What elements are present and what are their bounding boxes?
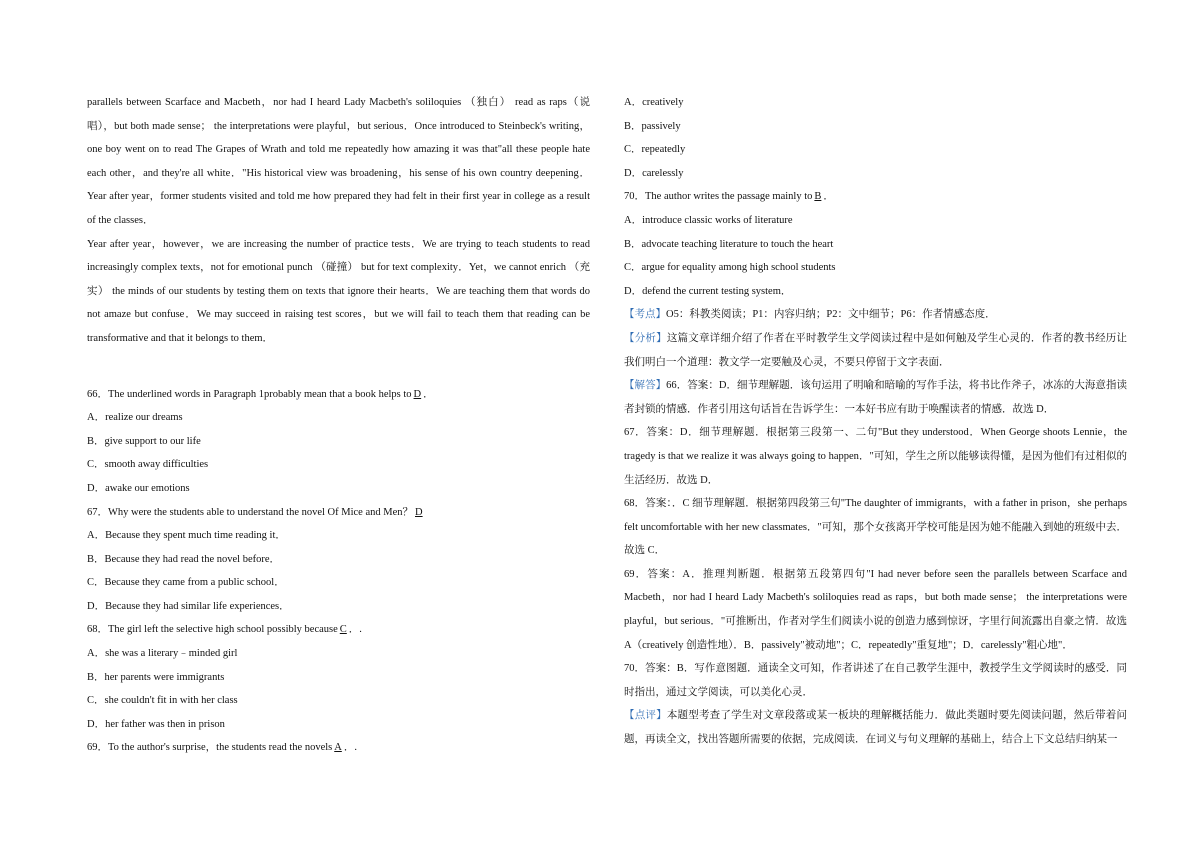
kaodian-tag: 【考点】 xyxy=(624,309,666,321)
answer-blank: B xyxy=(814,191,822,203)
option-d: D．carelessly xyxy=(624,167,684,179)
option-b: B．advocate teaching literature to touch the heart xyxy=(624,238,834,250)
option-c: C．repeatedly xyxy=(624,144,686,156)
dianping-tag: 【点评】 xyxy=(624,710,667,722)
question-stem: 66．The underlined words in Paragraph 1probably mean that a book helps to D ． xyxy=(87,388,434,400)
question-69-options xyxy=(624,91,1127,185)
question-66 xyxy=(87,383,590,501)
option-b: B．Because they had read the novel before． xyxy=(87,553,281,565)
question-67 xyxy=(87,501,590,619)
question-69 xyxy=(87,736,590,760)
question-68 xyxy=(87,618,590,736)
option-c: C．she couldn't fit in with her class xyxy=(87,695,238,707)
answer-blank: A xyxy=(334,742,342,754)
answer-68: 68．答案：．C 细节理解题．根据第四段第三句"The daughter of immigrants，with a father in prison，she perhaps felt uncomfortable with her new classmates．"可知，那个女孩离开学校可能是因为她不能融入到她的班级中去．故选 C． xyxy=(624,498,1127,557)
question-stem: 67．Why were the students able to understand the novel Of Mice and Men？ D xyxy=(87,506,423,518)
question-70 xyxy=(624,185,1127,303)
option-b: B．passively xyxy=(624,120,681,132)
option-d: D．her father was then in prison xyxy=(87,718,225,730)
option-b: B．give support to our life xyxy=(87,435,201,447)
answer-blank: D xyxy=(415,506,423,518)
passage-paragraph-1: parallels between Scarface and Macbeth，nor had I heard Lady Macbeth's soliloquies （独白） read as raps（说唱），but both made sense； the interpretations were playful，but serious．Once introduced to Steinbeck's writing，one boy went on to read The Grapes of Wrath and told me repeatedly how amazing it was that"all these people hate each other，and they're all white．"His historical view was broadening，his sense of his own country deepening．Year after year，former students visited and told me how prepared they had felt in their first year in college as a result of the classes． xyxy=(87,97,590,226)
option-a: A．she was a literary﹣minded girl xyxy=(87,648,238,660)
fenxi-section: 【分析】这篇文章详细介绍了作者在平时教学生文学阅读过程中是如何触及学生心灵的．作者的教书经历让我们明白一个道理：教文学一定要触及心灵，不要只停留于文字表面． xyxy=(624,332,1128,368)
option-d: D．defend the current testing system． xyxy=(624,285,792,297)
question-stem: 70．The author writes the passage mainly to B ． xyxy=(624,191,834,203)
right-column xyxy=(624,91,1127,752)
option-a: A．introduce classic works of literature xyxy=(624,214,793,226)
option-b: B．her parents were immigrants xyxy=(87,671,225,683)
answer-blank: D xyxy=(413,388,422,400)
option-c: C．Because they came from a public school． xyxy=(87,577,285,589)
answer-blank: C xyxy=(339,624,347,636)
kaodian-section: 【考点】O5：科教类阅读；P1：内容归纳；P2：文中细节；P6：作者情感态度． xyxy=(624,309,996,321)
fenxi-tag: 【分析】 xyxy=(624,332,667,344)
option-c: C．argue for equality among high school students xyxy=(624,262,836,274)
question-stem: 69．To the author's surprise，the students read the novels A ．. xyxy=(87,742,357,754)
option-a: A．creatively xyxy=(624,97,684,108)
jieda-tag: 【解答】 xyxy=(624,380,667,392)
option-a: A．realize our dreams xyxy=(87,412,183,424)
left-column xyxy=(87,91,590,760)
option-c: C．smooth away difficulties xyxy=(87,459,209,471)
answer-67: 67．答案：D．细节理解题．根据第三段第一、二句"But they understood．When George shoots Lennie，the tragedy is that we realize it was always going to happen．"可知，学生之所以能够读得懂，是因为他们有过相似的生活经历．故选 D． xyxy=(624,427,1127,486)
option-d: D．awake our emotions xyxy=(87,482,190,494)
passage-paragraph-2: Year after year，however，we are increasing the number of practice tests．We are trying to teach students to read increasingly complex texts，not for emotional punch （碰撞） but for text complexity．Yet，we cannot enrich （充实） the minds of our students by testing them on texts that ignore their hearts．We are teaching them that words do not amaze but confuse．We may succeed in raising test scores，but we will fail to teach them that reading can be transformative and that it belongs to them． xyxy=(87,238,590,344)
answer-70: 70．答案：B．写作意图题．通读全文可知，作者讲述了在自己教学生涯中，教授学生文学阅读时的感受．同时指出，通过文学阅读，可以美化心灵． xyxy=(624,663,1127,698)
jieda-section: 【解答】66．答案：D．细节理解题．该句运用了明喻和暗喻的写作手法，将书比作斧子，冰冻的大海意指读者封锁的情感．作者引用这句话旨在告诉学生：一本好书应有助于唤醒读者的情感．故选 D． xyxy=(624,380,1127,415)
answer-69: 69．答案：A．推理判断题．根据第五段第四句"I had never before seen the parallels between Scarface and Macbeth，nor had I heard Lady Macbeth's soliloquies read as raps，but both made sense； the interpretations were playful，but serious．"可推断出，作者对学生们阅读小说的创造力感到惊讶，字里行间流露出自豪之情．故选 A（creatively 创造性地）．B．passively"被动地"；C．repeatedly"重复地"；D．carelessly"粗心地"． xyxy=(624,568,1127,651)
dianping-section: 【点评】本题型考查了学生对文章段落或某一板块的理解概括能力．做此类题时要先阅读问题，然后带着问题，再读全文，找出答题所需要的依据，完成阅读．在词义与句义理解的基础上，结合上下文总结归纳某一 xyxy=(624,710,1128,746)
question-stem: 68．The girl left the selective high school possibly because C ．. xyxy=(87,624,362,636)
option-d: D．Because they had similar life experiences． xyxy=(87,600,290,612)
spacer xyxy=(87,351,590,383)
option-a: A．Because they spent much time reading it． xyxy=(87,530,286,542)
